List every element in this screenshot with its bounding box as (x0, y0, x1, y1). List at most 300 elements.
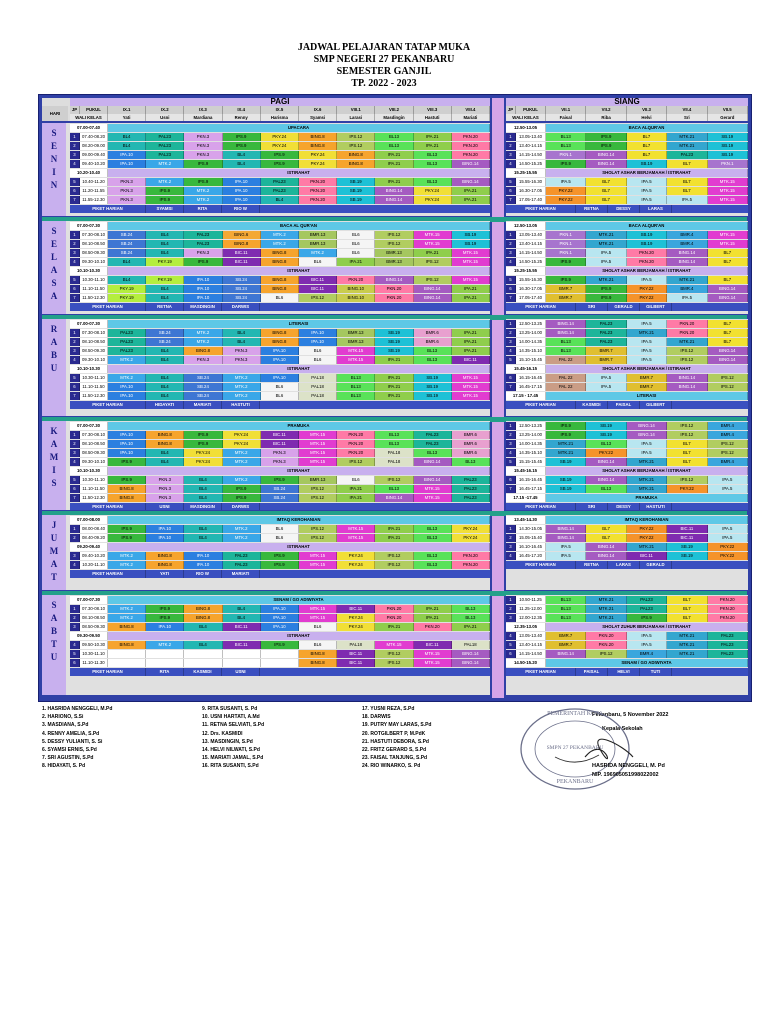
subject-cell: IPA.21 (337, 494, 375, 502)
subject-cell: BIC.11 (414, 641, 452, 649)
time-slot: 11.50-12.30 (80, 494, 108, 502)
subject-cell: IPS.12 (375, 552, 413, 560)
subject-cell: IPA.10 (184, 561, 222, 569)
pagi-schedule-row (70, 356, 490, 364)
subject-cell: PAL23 (586, 320, 626, 328)
band-text: ISTIRAHAT (108, 365, 490, 373)
siang-schedule-row (506, 240, 748, 248)
subject-cell: BL13 (414, 151, 452, 159)
subject-cell: BL13 (546, 614, 586, 622)
siang-schedule-row (506, 440, 748, 448)
signature-name: HASRIDA NENGGELI, M. Pd (592, 763, 665, 769)
subject-cell: BL4 (146, 285, 184, 293)
subject-cell: MTK.2 (146, 641, 184, 649)
subject-cell: BING.14 (452, 160, 490, 168)
subject-cell: SB.24 (108, 249, 146, 257)
time-slot: 14.15-14.50 (516, 151, 546, 159)
jp-number: 1 (506, 422, 516, 430)
subject-cell: IPS.9 (223, 142, 261, 150)
subject-cell: IPA.21 (375, 392, 413, 400)
pagi-band-row (70, 320, 490, 328)
pagi-piket-row (70, 205, 490, 213)
subject-cell: BING.14 (627, 422, 667, 430)
jp-number: 6 (506, 187, 516, 195)
pagi-schedule-row (70, 178, 490, 186)
time-slot: 08.00-08.40 (80, 525, 108, 533)
subject-cell: BING.8 (223, 240, 261, 248)
siang-schedule-row (506, 374, 748, 382)
time-slot: 13.05-13.40 (516, 133, 546, 141)
subject-cell: BL7 (667, 160, 707, 168)
siang-day-panel (506, 319, 748, 416)
subject-cell: PKN.3 (184, 249, 222, 257)
subject-cell: PKY.24 (223, 440, 261, 448)
jp-number: 4 (506, 552, 516, 560)
subject-cell: IPA.5 (586, 374, 626, 382)
jp-number: 2 (506, 605, 516, 613)
subject-cell: PKN.3 (184, 356, 222, 364)
piket-name: SRI (576, 303, 608, 311)
stamp-text-top: PEMERINTAH KOTA (547, 711, 603, 717)
subject-cell: MTK.15 (299, 431, 337, 439)
subject-cell: IPS.12 (299, 525, 337, 533)
subject-cell: BIC.11 (223, 641, 261, 649)
subject-cell: MTK.15 (452, 383, 490, 391)
subject-cell: IPS.9 (108, 534, 146, 542)
piket-name: PAISAL (608, 401, 640, 409)
subject-cell: SB.19 (546, 476, 586, 484)
subject-cell: PKN.1 (708, 160, 748, 168)
siang-piket-row (506, 561, 748, 569)
pagi-day-panel (42, 319, 490, 416)
subject-cell: BL4 (108, 142, 146, 150)
subject-cell: IPS.9 (261, 160, 299, 168)
subject-cell: IPA.21 (414, 249, 452, 257)
subject-cell: BIC.11 (337, 650, 375, 658)
subject-cell: BMR.7 (627, 374, 667, 382)
subject-cell: IPS.12 (337, 458, 375, 466)
pagi-schedule-row (70, 534, 490, 542)
siang-schedule-row (506, 485, 748, 493)
pagi-header-cell: IX.4 (223, 106, 261, 114)
subject-cell: IPS.9 (184, 160, 222, 168)
time-slot: 12.50-13.25 (516, 422, 546, 430)
band-time: 10.10-10.30 (70, 365, 108, 373)
subject-cell: PKN.20 (375, 294, 413, 302)
pagi-header-cell: JP (70, 106, 80, 114)
subject-cell: PKN.20 (452, 133, 490, 141)
subject-cell: IPA.10 (184, 285, 222, 293)
subject-cell: MTK.2 (184, 329, 222, 337)
day-letter: S (51, 478, 57, 488)
siang-schedule-row (506, 285, 748, 293)
piket-name: DARWIS (222, 503, 260, 510)
time-slot: 13.05-13.40 (516, 231, 546, 239)
siang-schedule-row (506, 133, 748, 141)
time-slot: 09.30-10.10 (80, 458, 108, 466)
subject-cell: BING.8 (299, 650, 337, 658)
pagi-schedule-row (70, 485, 490, 493)
subject-cell: BL4 (223, 160, 261, 168)
subject-cell: BL13 (414, 552, 452, 560)
subject-cell: PKY.24 (452, 525, 490, 533)
subject-cell: BL7 (586, 196, 626, 204)
pagi-schedule-row (70, 160, 490, 168)
subject-cell: PAL 22 (546, 374, 586, 382)
subject-cell: IPS.12 (667, 476, 707, 484)
subject-cell: SB.19 (708, 133, 748, 141)
subject-cell: PAL18 (299, 374, 337, 382)
band-text: IMTAQ KEROHANIAN (108, 516, 490, 524)
subject-cell: PKY.22 (667, 485, 707, 493)
subject-cell: PAL23 (146, 133, 184, 141)
subject-cell: PKY.24 (337, 614, 375, 622)
day-letter: A (50, 337, 58, 347)
subject-cell: IPA.10 (108, 449, 146, 457)
time-slot: 14.15-14.50 (516, 249, 546, 257)
band-time: 09.30-09.50 (70, 632, 108, 640)
pagi-schedule-row (70, 329, 490, 337)
subject-cell: SB.19 (586, 422, 626, 430)
jp-number: 2 (70, 534, 80, 542)
subject-cell: BMR.4 (708, 422, 748, 430)
subject-cell: IPS.9 (223, 494, 261, 502)
jp-number: 6 (70, 187, 80, 195)
piket-name: LARAS (640, 205, 672, 213)
pagi-schedule-row (70, 659, 490, 667)
pagi-schedule-row (70, 525, 490, 533)
siang-day-panel (506, 123, 748, 216)
subject-cell: BMR.6 (414, 329, 452, 337)
band-time: 07.00-07.40 (70, 124, 108, 132)
jp-number: 4 (70, 641, 80, 649)
subject-cell: PKN.20 (414, 623, 452, 631)
subject-cell: BL7 (708, 276, 748, 284)
siang-schedule-row (506, 151, 748, 159)
subject-cell: BL13 (414, 534, 452, 542)
pagi-piket-row (70, 303, 490, 311)
subject-cell: IPA.5 (627, 356, 667, 364)
day-label (42, 123, 66, 216)
day-letter: S (51, 600, 57, 610)
subject-cell: IPS.9 (184, 178, 222, 186)
pagi-band-row (70, 169, 490, 177)
subject-cell: MTK.2 (108, 614, 146, 622)
subject-cell: BL4 (146, 356, 184, 364)
subject-cell: PAL23 (414, 440, 452, 448)
siang-schedule-row (506, 338, 748, 346)
band-text: SHOLAT ASHAR BERJAMAAH / ISTIRAHAT (546, 169, 748, 177)
subject-cell: BMR.7 (546, 285, 586, 293)
subject-cell: BMR.13 (337, 338, 375, 346)
subject-cell: MTK.21 (667, 142, 707, 150)
time-slot: 16.30-17.05 (516, 187, 546, 195)
teacher-name: 19. PUTRY MAY LARAS, S.Pd (362, 722, 432, 729)
subject-cell: PKN.1 (546, 151, 586, 159)
time-slot: 10.30-11.10 (80, 374, 108, 382)
jp-number: 3 (506, 249, 516, 257)
subject-cell: IPA.21 (375, 623, 413, 631)
jp-number: 7 (70, 196, 80, 204)
pagi-header-cell: VIII.1 (337, 106, 375, 114)
subject-cell: PAL23 (452, 494, 490, 502)
jp-number: 3 (506, 440, 516, 448)
pagi-schedule-row (70, 142, 490, 150)
subject-cell: SB.19 (546, 485, 586, 493)
jp-number: 2 (506, 534, 516, 542)
band-time: 15.25-15.55 (506, 267, 546, 275)
subject-cell: BING.10 (337, 285, 375, 293)
siang-wali-name: Faisal (546, 114, 586, 121)
time-slot: 13.25-14.00 (516, 329, 546, 337)
subject-cell: BL13 (586, 440, 626, 448)
subject-cell: BING.14 (375, 187, 413, 195)
subject-cell: PKN.20 (708, 596, 748, 604)
subject-cell: IPS.9 (108, 525, 146, 533)
subject-cell: PKY.24 (223, 431, 261, 439)
subject-cell: MTK.21 (586, 596, 626, 604)
subject-cell: PKN.3 (146, 476, 184, 484)
subject-cell: MTK.2 (261, 240, 299, 248)
teacher-name: 20. ROTGILBERT P, M.PdK (362, 730, 426, 737)
subject-cell: PKY.22 (586, 449, 626, 457)
band-time: 10.10-10.30 (70, 267, 108, 275)
subject-cell: IPS.12 (299, 485, 337, 493)
subject-cell: IPA.10 (184, 552, 222, 560)
subject-cell: BL6 (337, 240, 375, 248)
time-slot: 08.50-09.30 (80, 249, 108, 257)
subject-cell: MTK.2 (223, 374, 261, 382)
subject-cell: PKN.3 (146, 485, 184, 493)
subject-cell: BIC.11 (452, 356, 490, 364)
subject-cell: IPS.12 (414, 276, 452, 284)
time-slot: 09.40-10.20 (80, 160, 108, 168)
subject-cell: IPA.5 (586, 383, 626, 391)
day-letter: A (50, 291, 58, 301)
jp-number: 2 (70, 142, 80, 150)
jp-number: 7 (506, 294, 516, 302)
band-time: 14.50-15.20 (506, 659, 546, 667)
subject-cell: PKN.20 (586, 632, 626, 640)
pagi-header-cell: VIII.3 (414, 106, 452, 114)
subject-cell: IPS.9 (627, 614, 667, 622)
pagi-day-panel (42, 221, 490, 314)
band-time: 07.00-07.30 (70, 422, 108, 430)
jp-number: 3 (70, 249, 80, 257)
subject-cell: PKY.24 (184, 449, 222, 457)
pagi-header-cell: VIII.2 (375, 106, 413, 114)
subject-cell: BING.14 (586, 543, 626, 551)
subject-cell: IPA.10 (261, 614, 299, 622)
subject-cell: BL6 (261, 294, 299, 302)
pagi-header-cell: IX.3 (184, 106, 222, 114)
pagi-wali-name: Yati (108, 114, 146, 121)
time-slot: 11.10-11.50 (80, 285, 108, 293)
time-slot: 13.40-14.15 (516, 641, 546, 649)
subject-cell: BL13 (414, 178, 452, 186)
pagi-schedule-row (70, 338, 490, 346)
piket-label: PIKET HARIAN (70, 668, 146, 676)
subject-cell: IPS.9 (108, 458, 146, 466)
subject-cell: PKY.24 (299, 160, 337, 168)
subject-cell: BL13 (546, 605, 586, 613)
subject-cell: IPA.5 (708, 525, 748, 533)
piket-name: MARIATI (222, 570, 260, 578)
jp-number: 2 (506, 329, 516, 337)
siang-schedule-row (506, 641, 748, 649)
subject-cell: BL7 (627, 133, 667, 141)
subject-cell: SB.24 (108, 240, 146, 248)
subject-cell: SB.19 (452, 240, 490, 248)
subject-cell: BIC.11 (299, 276, 337, 284)
subject-cell: BMR.13 (337, 329, 375, 337)
day-letter: L (50, 252, 57, 262)
subject-cell: SB.19 (414, 383, 452, 391)
jp-number: 6 (70, 659, 80, 667)
subject-cell: SB.19 (627, 240, 667, 248)
pagi-schedule-row (70, 641, 490, 649)
jp-number: 1 (70, 329, 80, 337)
subject-cell: BL6 (299, 258, 337, 266)
subject-cell: MTK.15 (708, 240, 748, 248)
piket-name: YATI (146, 570, 184, 578)
siang-schedule-row (506, 476, 748, 484)
time-slot: 14.00-14.35 (516, 440, 546, 448)
pagi-schedule-row (70, 650, 490, 658)
subject-cell: MTK.2 (223, 476, 261, 484)
subject-cell: IPS.12 (667, 356, 707, 364)
siang-schedule-row (506, 525, 748, 533)
subject-cell: PKY.19 (146, 258, 184, 266)
subject-cell: IPS.9 (546, 431, 586, 439)
time-slot: 16.15-16.45 (516, 476, 546, 484)
subject-cell: BING.6 (223, 231, 261, 239)
day-letter: E (50, 239, 57, 249)
siang-header-cell: VII.3 (627, 106, 667, 114)
subject-cell: BING.8 (299, 142, 337, 150)
subject-cell: PKN.3 (223, 356, 261, 364)
subject-cell: BL4 (108, 276, 146, 284)
subject-cell: IPA.5 (546, 552, 586, 560)
subject-cell: SB.24 (146, 329, 184, 337)
time-slot: 08.50-09.30 (80, 623, 108, 631)
siang-day-panel (506, 595, 748, 695)
pagi-wali-name: Syamsi (299, 114, 337, 121)
subject-cell: PKN.20 (667, 320, 707, 328)
subject-cell: BL4 (146, 383, 184, 391)
subject-cell: IPS.9 (546, 276, 586, 284)
subject-cell: IPS.9 (546, 160, 586, 168)
subject-cell: IPS.12 (375, 240, 413, 248)
subject-cell: BING.8 (146, 431, 184, 439)
pagi-piket-row (70, 503, 490, 510)
siang-schedule-row (506, 431, 748, 439)
pagi-schedule-row (70, 605, 490, 613)
subject-cell: IPA.5 (627, 178, 667, 186)
subject-cell: BMR.4 (667, 231, 707, 239)
subject-cell: SB.19 (708, 151, 748, 159)
subject-cell: PKY.22 (627, 294, 667, 302)
subject-cell: PKN.3 (146, 494, 184, 502)
siang-header-cell: PUKUL (516, 106, 546, 114)
subject-cell: BING.8 (184, 614, 222, 622)
siang-schedule-row (506, 196, 748, 204)
pagi-schedule-row (70, 392, 490, 400)
subject-cell: BING.14 (546, 534, 586, 542)
subject-cell: IPS.12 (375, 561, 413, 569)
subject-cell: MTK.21 (627, 485, 667, 493)
pagi-header-row (70, 106, 490, 114)
teacher-name: 13. MASDINGIN, S.Pd (202, 738, 253, 745)
siang-header-cell: JP (506, 106, 516, 114)
teacher-name: 1. HASRIDA NENGGELI, M.Pd (42, 706, 113, 712)
subject-cell: BING.14 (546, 650, 586, 658)
piket-name: RIO W (184, 570, 222, 578)
subject-cell: IPA.10 (223, 187, 261, 195)
siang-band-row (506, 659, 748, 667)
subject-cell: BL6 (337, 231, 375, 239)
subject-cell: IPA.21 (375, 374, 413, 382)
subject-cell: SB.24 (184, 392, 222, 400)
day-letter: U (50, 363, 58, 373)
pagi-wali-name: Usni (146, 114, 184, 121)
subject-cell: MTK.21 (667, 641, 707, 649)
jp-number: 4 (506, 632, 516, 640)
subject-cell: IPA.21 (337, 485, 375, 493)
day-label (42, 421, 66, 510)
band-time: 12.35-13.05 (506, 623, 546, 631)
piket-name: GERALD (640, 561, 672, 569)
time-slot: 11.50-12.30 (80, 294, 108, 302)
subject-cell: IPS.12 (337, 142, 375, 150)
time-slot: 14.50-15.25 (516, 160, 546, 168)
pagi-schedule-row (70, 347, 490, 355)
piket-name: RETNA (576, 561, 608, 569)
subject-cell: BIC.11 (223, 249, 261, 257)
subject-cell: BL13 (375, 440, 413, 448)
subject-cell: IPS.9 (261, 561, 299, 569)
pagi-wali-name: Harisma (261, 114, 299, 121)
subject-cell: SB.19 (375, 329, 413, 337)
subject-cell: BL4 (223, 151, 261, 159)
piket-name: RETNA (576, 205, 608, 213)
piket-label: PIKET HARIAN (70, 503, 146, 510)
subject-cell: PAL23 (708, 641, 748, 649)
siang-band-row (506, 516, 748, 524)
subject-cell: BL13 (337, 374, 375, 382)
band-text: BACA AL QUR'AN (108, 222, 490, 230)
subject-cell: IPA.21 (375, 356, 413, 364)
subject-cell: PKN.20 (667, 329, 707, 337)
time-slot: 09.00-09.40 (80, 151, 108, 159)
jp-number: 5 (70, 374, 80, 382)
subject-cell: PKN.3 (184, 151, 222, 159)
jp-number: 2 (70, 338, 80, 346)
subject-cell: BL13 (414, 449, 452, 457)
band-time: 07.00-07.30 (70, 222, 108, 230)
subject-cell: PKN.20 (452, 142, 490, 150)
jp-number: 2 (70, 440, 80, 448)
time-slot: 14.30-15.05 (516, 525, 546, 533)
siang-schedule-row (506, 534, 748, 542)
pagi-schedule-row (70, 276, 490, 284)
jp-number: 1 (506, 133, 516, 141)
subject-cell: IPS.9 (261, 552, 299, 560)
subject-cell: BL13 (337, 392, 375, 400)
subject-cell: PKN.20 (708, 605, 748, 613)
pagi-schedule-row (70, 561, 490, 569)
subject-cell: BING.14 (546, 525, 586, 533)
